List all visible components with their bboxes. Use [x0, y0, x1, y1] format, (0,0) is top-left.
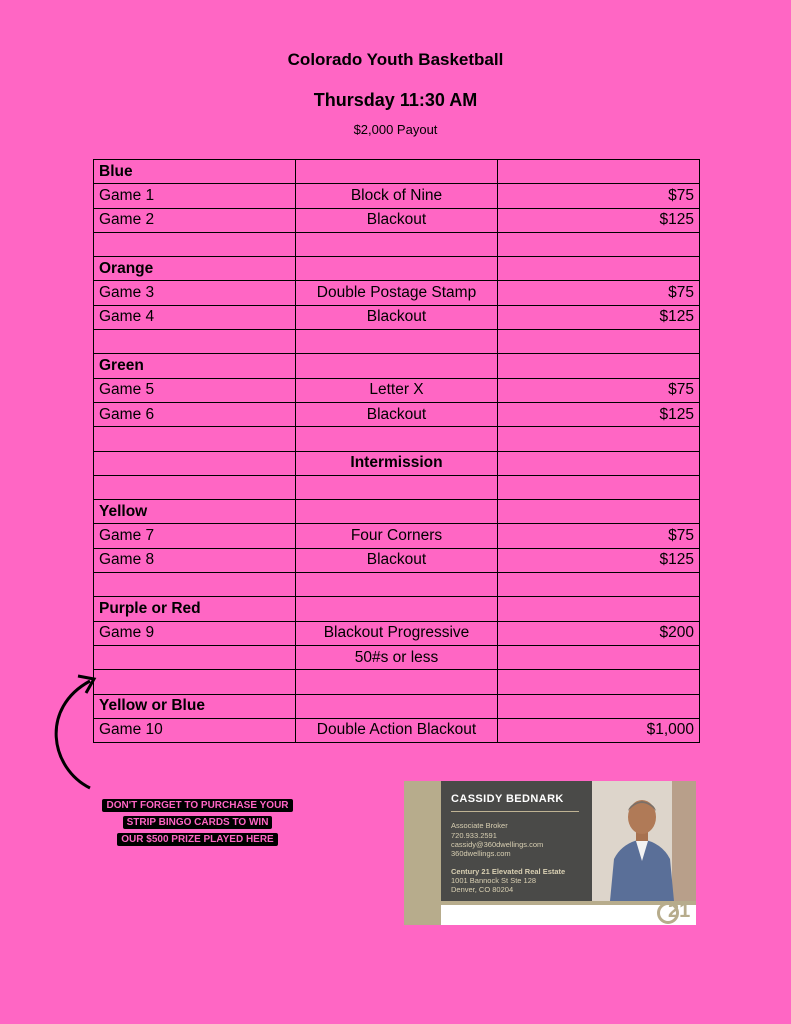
table-row	[94, 257, 700, 281]
reminder-line-3: OUR $500 PRIZE PLAYED HERE	[117, 833, 277, 846]
table-row	[94, 621, 700, 645]
prize-amount-cell: $75	[498, 281, 700, 305]
prize-amount-cell	[498, 597, 700, 621]
century21-logo-text: 21	[668, 900, 691, 922]
schedule-body	[94, 160, 700, 743]
table-row	[94, 402, 700, 426]
prize-amount-cell	[498, 257, 700, 281]
prize-amount-cell	[498, 427, 700, 451]
game-pattern-cell: Blackout	[296, 402, 498, 426]
prize-amount-cell: $125	[498, 305, 700, 329]
game-pattern-cell	[296, 354, 498, 378]
game-pattern-cell	[296, 330, 498, 354]
reminder-line-1: DON'T FORGET TO PURCHASE YOUR	[102, 799, 292, 812]
table-row	[94, 427, 700, 451]
game-number-cell: Game 5	[94, 378, 296, 402]
prize-amount-cell	[498, 232, 700, 256]
game-number-cell: Game 1	[94, 184, 296, 208]
prize-amount-cell	[498, 500, 700, 524]
game-pattern-cell	[296, 475, 498, 499]
table-row	[94, 670, 700, 694]
table-row	[94, 475, 700, 499]
prize-amount-cell	[498, 694, 700, 718]
agent-email: cassidy@360dwellings.com	[451, 840, 544, 849]
agent-website: 360dwellings.com	[451, 849, 511, 858]
bingo-reminder	[90, 797, 305, 848]
game-number-cell: Game 7	[94, 524, 296, 548]
curved-arrow-icon	[40, 668, 110, 798]
agent-phone: 720.933.2591	[451, 831, 497, 840]
game-number-cell: Game 9	[94, 621, 296, 645]
prize-amount-cell: $125	[498, 548, 700, 572]
color-group-label: Yellow or Blue	[94, 694, 296, 718]
game-pattern-cell: Double Postage Stamp	[296, 281, 498, 305]
table-row	[94, 500, 700, 524]
game-pattern-cell	[296, 160, 498, 184]
game-number-cell	[94, 427, 296, 451]
game-pattern-cell: Double Action Blackout	[296, 718, 498, 742]
game-number-cell	[94, 670, 296, 694]
color-group-label: Purple or Red	[94, 597, 296, 621]
game-pattern-cell: Four Corners	[296, 524, 498, 548]
prize-amount-cell: $75	[498, 378, 700, 402]
agent-company: Century 21 Elevated Real Estate	[451, 867, 566, 876]
color-group-label: Blue	[94, 160, 296, 184]
agent-address-line-2: Denver, CO 80204	[451, 885, 514, 894]
game-pattern-cell: Blackout	[296, 208, 498, 232]
game-schedule-table	[93, 159, 700, 743]
agent-business-card	[404, 781, 696, 925]
game-number-cell: Game 6	[94, 402, 296, 426]
table-row	[94, 184, 700, 208]
table-row	[94, 718, 700, 742]
agent-photo	[592, 781, 696, 901]
game-number-cell	[94, 330, 296, 354]
payout-label: $2,000 Payout	[353, 122, 438, 137]
game-pattern-cell: Blackout Progressive	[296, 621, 498, 645]
table-row	[94, 694, 700, 718]
table-row	[94, 305, 700, 329]
prize-amount-cell	[498, 354, 700, 378]
game-pattern-cell: Blackout	[296, 305, 498, 329]
game-number-cell	[94, 573, 296, 597]
prize-amount-cell	[498, 475, 700, 499]
table-row	[94, 524, 700, 548]
prize-amount-cell	[498, 330, 700, 354]
game-pattern-cell	[296, 670, 498, 694]
table-row	[94, 232, 700, 256]
prize-amount-cell	[498, 160, 700, 184]
game-number-cell	[94, 645, 296, 669]
table-row	[94, 160, 700, 184]
game-pattern-cell: 50#s or less	[296, 645, 498, 669]
agent-address-line-1: 1001 Bannock St Ste 128	[451, 876, 537, 885]
prize-amount-cell: $75	[498, 524, 700, 548]
game-pattern-cell	[296, 694, 498, 718]
agent-role: Associate Broker	[451, 821, 508, 830]
game-number-cell: Game 10	[94, 718, 296, 742]
color-group-label: Green	[94, 354, 296, 378]
game-pattern-cell: Intermission	[296, 451, 498, 475]
table-row	[94, 573, 700, 597]
game-pattern-cell: Blackout	[296, 548, 498, 572]
prize-amount-cell: $125	[498, 208, 700, 232]
game-pattern-cell	[296, 257, 498, 281]
event-title: Colorado Youth Basketball	[287, 50, 504, 69]
event-time: Thursday 11:30 AM	[313, 90, 478, 110]
color-group-label: Orange	[94, 257, 296, 281]
prize-amount-cell: $125	[498, 402, 700, 426]
prize-amount-cell: $1,000	[498, 718, 700, 742]
game-number-cell	[94, 232, 296, 256]
table-row	[94, 451, 700, 475]
card-divider	[451, 811, 579, 812]
game-number-cell	[94, 451, 296, 475]
table-row	[94, 281, 700, 305]
game-number-cell: Game 2	[94, 208, 296, 232]
prize-amount-cell	[498, 670, 700, 694]
game-pattern-cell	[296, 597, 498, 621]
table-row	[94, 208, 700, 232]
prize-amount-cell	[498, 573, 700, 597]
game-pattern-cell: Letter X	[296, 378, 498, 402]
game-pattern-cell	[296, 232, 498, 256]
table-row	[94, 548, 700, 572]
game-number-cell: Game 8	[94, 548, 296, 572]
prize-amount-cell	[498, 451, 700, 475]
game-pattern-cell	[296, 500, 498, 524]
color-group-label: Yellow	[94, 500, 296, 524]
game-number-cell: Game 3	[94, 281, 296, 305]
game-pattern-cell	[296, 427, 498, 451]
prize-amount-cell	[498, 645, 700, 669]
agent-name: CASSIDY BEDNARK	[451, 793, 564, 805]
table-row	[94, 378, 700, 402]
table-row	[94, 645, 700, 669]
prize-amount-cell: $200	[498, 621, 700, 645]
table-row	[94, 330, 700, 354]
game-number-cell	[94, 475, 296, 499]
game-pattern-cell: Block of Nine	[296, 184, 498, 208]
reminder-line-2: STRIP BINGO CARDS TO WIN	[123, 816, 273, 829]
game-number-cell: Game 4	[94, 305, 296, 329]
game-pattern-cell	[296, 573, 498, 597]
prize-amount-cell: $75	[498, 184, 700, 208]
table-row	[94, 597, 700, 621]
table-row	[94, 354, 700, 378]
